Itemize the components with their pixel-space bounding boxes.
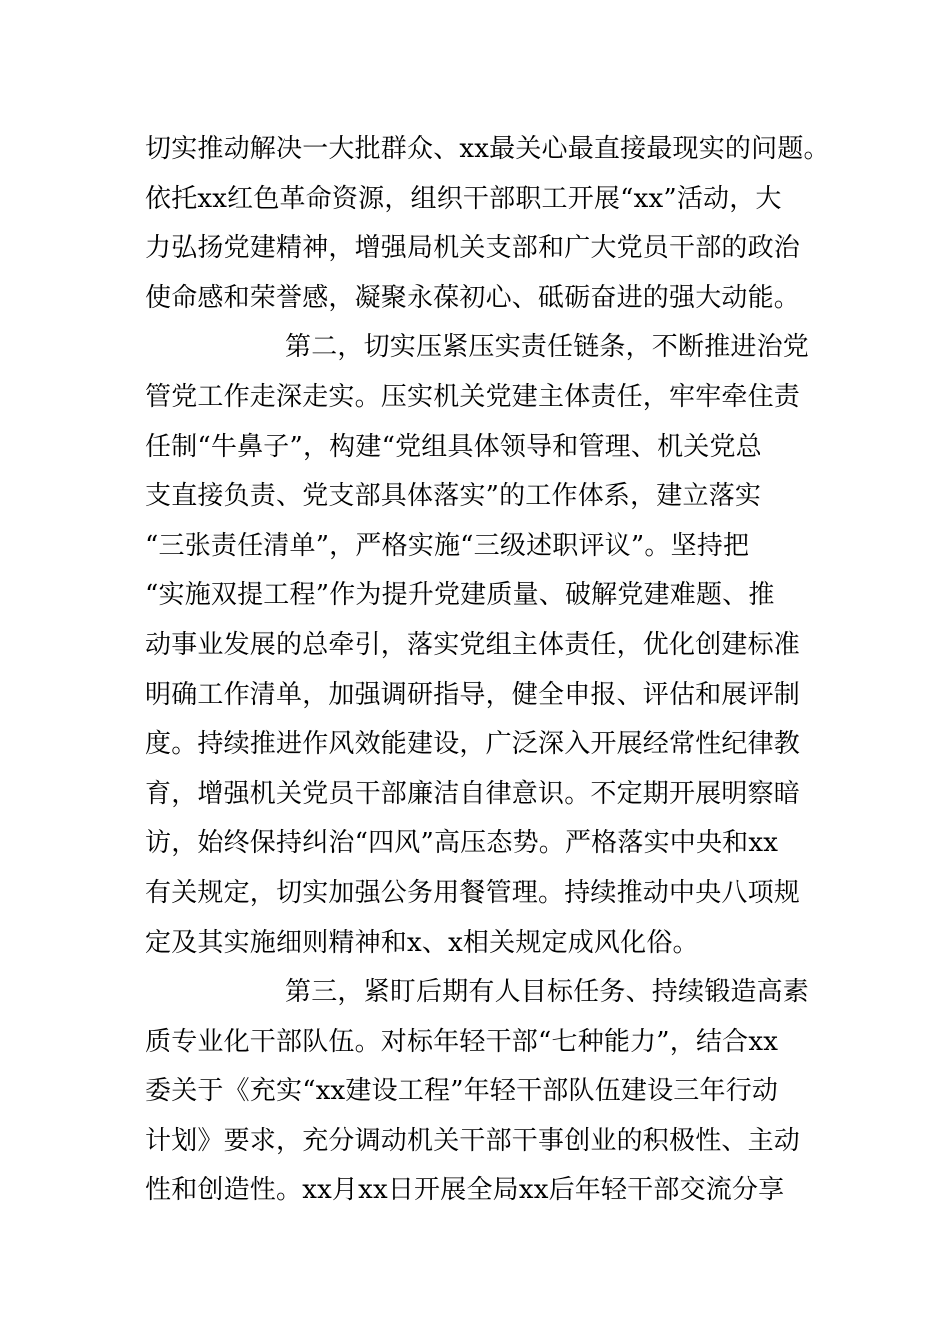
text-line: 任制“牛鼻子”，构建“党组具体领导和管理、机关党总 <box>145 431 762 462</box>
text-line: 支直接负责、党支部具体落实”的工作体系，建立落实 <box>145 481 762 512</box>
text-line: “实施双提工程”作为提升党建质量、破解党建难题、推 <box>145 580 775 611</box>
text-line: 力弘扬党建精神，增强局机关支部和广大党员干部的政治 <box>145 233 801 264</box>
text-line: 使命感和荣誉感，凝聚永葆初心、砥砺奋进的强大动能。 <box>145 282 801 313</box>
text-line: 定及其实施细则精神和x、x相关规定成风化俗。 <box>145 927 699 958</box>
text-line: 委关于《充实“xx建设工程”年轻干部队伍建设三年行动 <box>145 1076 779 1107</box>
text-line: 质专业化干部队伍。对标年轻干部“七种能力”，结合xx <box>145 1026 779 1057</box>
paragraph-heading-second: 第二，切实压紧压实责任链条，不断推进治党 <box>285 332 810 363</box>
text-line: 动事业发展的总牵引，落实党组主体责任，优化创建标准 <box>145 629 801 660</box>
text-line: 育，增强机关党员干部廉洁自律意识。不定期开展明察暗 <box>145 778 801 809</box>
text-line: 度。持续推进作风效能建设，广泛深入开展经常性纪律教 <box>145 729 801 760</box>
body-text <box>145 125 830 1216</box>
text-line: 性和创造性。xx月xx日开展全局xx后年轻干部交流分享 <box>145 1175 785 1206</box>
text-line: 有关规定，切实加强公务用餐管理。持续推动中央八项规 <box>145 877 801 908</box>
text-line: 依托xx红色革命资源，组织干部职工开展“xx”活动，大 <box>145 183 782 214</box>
paragraph-heading-third: 第三，紧盯后期有人目标任务、持续锻造高素 <box>285 977 810 1008</box>
text-line: 计划》要求，充分调动机关干部干事创业的积极性、主动 <box>145 1125 801 1156</box>
text-line: 管党工作走深走实。压实机关党建主体责任，牢牢牵住责 <box>145 381 801 412</box>
text-line: 切实推动解决一大批群众、xx最关心最直接最现实的问题。 <box>145 134 830 164</box>
text-line: 访，始终保持纠治“四风”高压态势。严格落实中央和xx <box>145 828 779 859</box>
text-line: 明确工作清单，加强调研指导，健全申报、评估和展评制 <box>145 679 801 710</box>
text-line: “三张责任清单”，严格实施“三级述职评议”。坚持把 <box>145 530 750 561</box>
